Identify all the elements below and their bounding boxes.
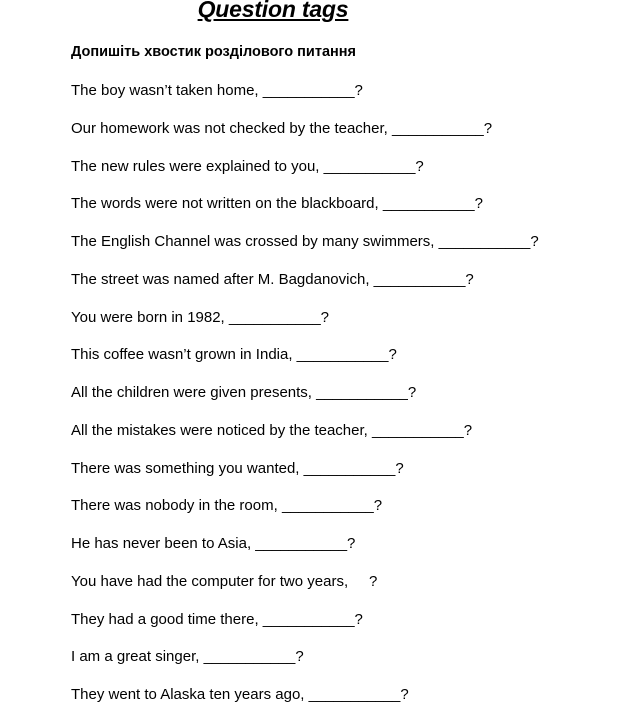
question-item-9: All the children were given presents, ___________? bbox=[71, 384, 417, 401]
question-item-15: They had a good time there, ___________? bbox=[71, 610, 363, 628]
question-item-12: There was nobody in the room, ___________? bbox=[71, 497, 383, 515]
question-item-6: The street was named after M. Bagdanovich, ___________? bbox=[71, 270, 474, 288]
question-item-8: This coffee wasn’t grown in India, ___________? bbox=[71, 346, 397, 364]
question-item-4: The words were not written on the blackboard, ___________? bbox=[71, 195, 483, 213]
worksheet-title: Question tags bbox=[197, 0, 349, 22]
question-item-2: Our homework was not checked by the teacher, ___________? bbox=[71, 119, 493, 137]
question-item-3: The new rules were explained to you, ___________? bbox=[71, 157, 424, 175]
question-item-1: The boy wasn’t taken home, ___________? bbox=[71, 82, 363, 99]
worksheet-instructions: Допишіть хвостик розділового питання bbox=[71, 44, 356, 60]
question-list bbox=[71, 82, 539, 724]
question-item-11: There was something you wanted, ___________? bbox=[71, 459, 404, 477]
question-item-5: The English Channel was crossed by many swimmers, ___________? bbox=[71, 233, 539, 250]
question-item-17: They went to Alaska ten years ago, ___________? bbox=[71, 686, 409, 703]
question-item-16: I am a great singer, ___________? bbox=[71, 648, 304, 666]
question-item-7: You were born in 1982, ___________? bbox=[71, 308, 330, 326]
question-item-14: You have had the computer for two years, ? bbox=[71, 572, 378, 590]
question-item-10: All the mistakes were noticed by the teacher, ___________? bbox=[71, 421, 473, 439]
question-item-13: He has never been to Asia, ___________? bbox=[71, 535, 356, 552]
